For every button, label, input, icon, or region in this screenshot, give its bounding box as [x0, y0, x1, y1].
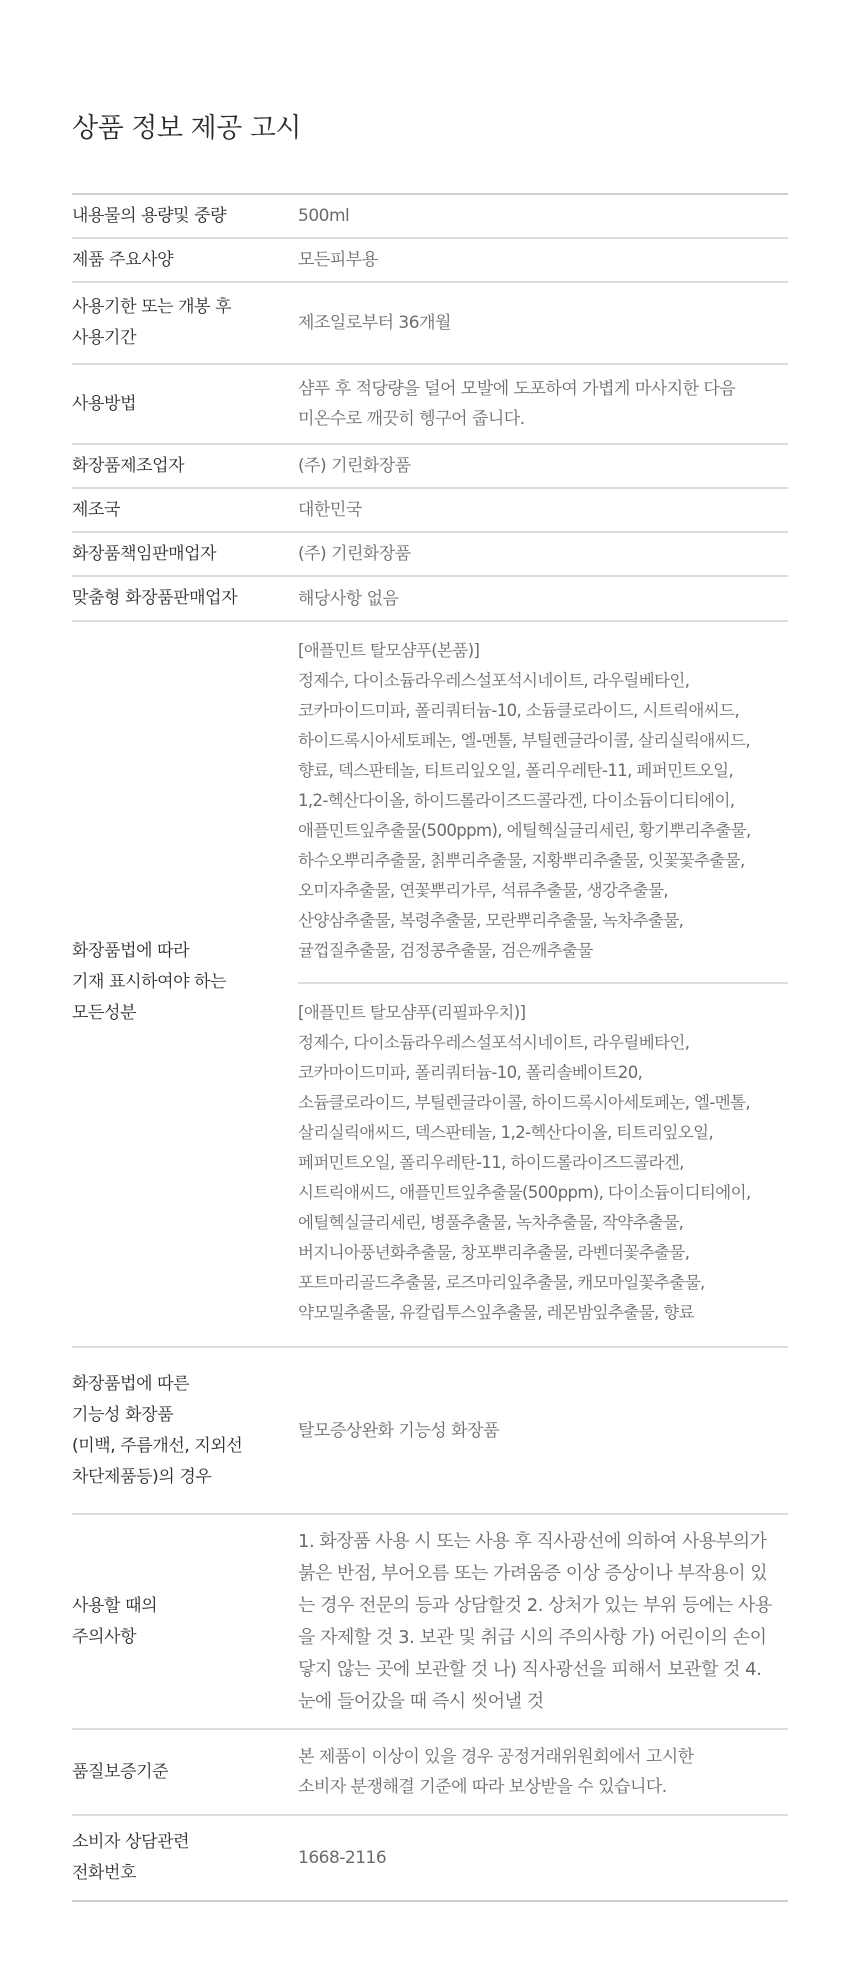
ingredients-main: [애플민트 탈모샴푸(본품)] 정제수, 다이소듐라우레스설포석시네이트, 라우릴베타인, 코카마이드미파, 폴리쿼터늄-10, 소듐클로라이드, 시트릭애씨드, 하이드록시아세토페논, 엘-멘톨, 부틸렌글라이콜, 살리실릭애씨드, 향료, 덱스판테놀, 티트리잎오일, 폴리우레탄-11, 페퍼민트오일, 1,2-헥산다이올, 하이드롤라이즈드콜라겐, 다이소듐이디티에이, 애플민트잎추출물(500ppm), 에틸헥실글리세린, 황기뿌리추출물, 하수오뿌리추출물, 칡뿌리추출물, 지황뿌리추출물, 잇꽃꽃추출물, 오미자추출물, 연꽃뿌리가루, 석류추출물, 생강추출물, 산양삼추출물, 복령추출물, 모란뿌리추출물, 녹차추출물, 귤껍질추출물, 검정콩추출물, 검은깨추출물 — [298, 641, 751, 960]
ingredients-refill: [애플민트 탈모샴푸(리필파우치)] 정제수, 다이소듐라우레스설포석시네이트, 라우릴베타인, 코카마이드미파, 폴리쿼터늄-10, 폴리솔베이트20, 소듐클로라이드, 부틸렌글라이콜, 하이드록시아세토페논, 엘-멘톨, 살리실릭애씨드, 덱스판테놀, 1,2-헥산다이올, 티트리잎오일, 페퍼민트오일, 폴리우레탄-11, 하이드롤라이즈드콜라겐, 시트릭애씨드, 애플민트잎추출물(500ppm), 다이소듐이디티에이, 에틸헥실글리세린, 병풀추출물, 녹차추출물, 작약추출물, 버지니아풍년화추출물, 창포뿌리추출물, 라벤더꽃추출물, 포트마리골드추출물, 로즈마리잎추출물, 캐모마일꽃추출물, 약모밀추출물, 유칼립투스잎추출물, 레몬밤잎추출물, 향료 — [298, 1003, 751, 1322]
row-value: 제조일로부터 36개월 — [298, 313, 451, 333]
row-label: 사용할 때의 주의사항 — [72, 1595, 158, 1647]
row-label: 맞춤형 화장품판매업자 — [72, 588, 238, 608]
table-row-spec — [72, 239, 788, 283]
row-value: 샴푸 후 적당량을 덜어 모발에 도포하여 가볍게 마사지한 다음 미온수로 깨끗히 헹구어 줍니다. — [298, 379, 736, 429]
row-value: 모든피부용 — [298, 250, 378, 270]
table-row-custom-seller — [72, 577, 788, 622]
row-value: 1. 화장품 사용 시 또는 사용 후 직사광선에 의하여 사용부의가 붉은 반점, 부어오름 또는 가려움증 이상 증상이나 부작용이 있 는 경우 전문의 등과 상담할것 2. 상처가 있는 부위 등에는 사용 을 자제할 것 3. 보관 및 취급 시의 주의사항 가) 어린이의 손이 닿지 않는 곳에 보관할 것 나) 직사광선을 피해서 보관할 것 4. 눈에 들어갔을 때 즉시 씻어낼 것 — [298, 1530, 772, 1712]
table-row-volume — [72, 195, 788, 239]
table-row-functional — [72, 1348, 788, 1515]
row-value: (주) 기린화장품 — [298, 544, 411, 564]
row-value: 대한민국 — [298, 500, 362, 520]
table-row-ingredients — [72, 622, 788, 1348]
row-label: 화장품법에 따른 기능성 화장품 (미백, 주름개선, 지외선 차단제품등)의 경우 — [72, 1373, 243, 1487]
table-row-expiry — [72, 283, 788, 365]
table-row-usage — [72, 365, 788, 445]
table-row-quality — [72, 1730, 788, 1816]
product-info-table — [72, 193, 788, 1902]
table-row-country — [72, 489, 788, 533]
row-value: (주) 기린화장품 — [298, 456, 411, 476]
row-value: 탈모증상완화 기능성 화장품 — [298, 1420, 499, 1441]
row-label: 화장품법에 따라 기재 표시하여야 하는 모든성분 — [72, 940, 227, 1023]
table-row-caution — [72, 1515, 788, 1730]
ingredients-list — [298, 636, 788, 1328]
row-label: 소비자 상담관련 전화번호 — [72, 1832, 190, 1883]
row-label: 사용기한 또는 개봉 후 사용기간 — [72, 297, 232, 348]
page-title: 상품 정보 제공 고시 — [72, 113, 301, 144]
table-row-manufacturer — [72, 445, 788, 489]
row-value: 해당사항 없음 — [298, 588, 399, 609]
row-label: 화장품책임판매업자 — [72, 543, 217, 564]
row-label: 화장품제조업자 — [72, 455, 185, 476]
table-row-seller — [72, 533, 788, 577]
row-value: 본 제품이 이상이 있을 경우 공정거래위원회에서 고시한 소비자 분쟁해결 기준에 따라 보상받을 수 있습니다. — [298, 1747, 694, 1797]
row-label: 내용물의 용량및 중량 — [72, 205, 227, 226]
row-label: 제조국 — [72, 499, 121, 520]
row-value: 1668-2116 — [298, 1848, 387, 1868]
row-label: 품질보증기준 — [72, 1761, 169, 1782]
row-label: 사용방법 — [72, 393, 137, 414]
ingredients-divider — [298, 982, 788, 984]
row-value: 500ml — [298, 206, 350, 226]
table-row-contact — [72, 1816, 788, 1902]
row-label: 제품 주요사양 — [72, 249, 174, 270]
